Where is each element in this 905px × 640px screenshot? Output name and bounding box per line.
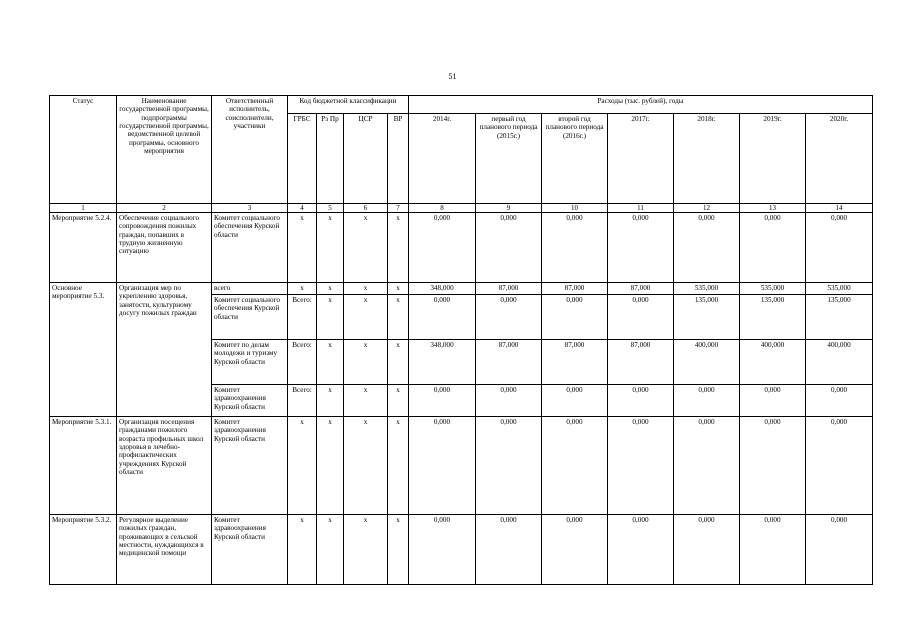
row-value-2014: 0,000 [409,515,476,585]
row-value-2017: 0,000 [608,295,674,340]
row-value-2020: 400,000 [806,340,873,385]
row-grbs: х [288,515,317,585]
row-rzpr: х [317,295,344,340]
row-value-2020: 0,000 [806,417,873,515]
row-vr: х [388,213,409,283]
row-value-2020: 135,000 [806,295,873,340]
row-grbs: Всего: [288,295,317,340]
row-rzpr: х [317,515,344,585]
row-value-2018: 0,000 [674,213,740,283]
header-executor: Ответственный исполнитель, соисполнители, участники [212,96,288,204]
row-value-2019: 135,000 [740,295,806,340]
row-value-2018: 535,000 [674,283,740,295]
row-value-2016: 0,000 [542,295,608,340]
row-value-2020: 0,000 [806,515,873,585]
col-number: 10 [542,204,608,213]
row-value-2015: 0,000 [476,213,542,283]
header-expenses: Расходы (тыс. рублей), годы [409,96,873,114]
row-value-2015: 87,000 [476,340,542,385]
col-number: 8 [409,204,476,213]
header-year-2019: 2019г. [740,114,806,204]
col-number: 12 [674,204,740,213]
row-status: Основное мероприятие 5.3. [50,283,117,417]
row-value-2014: 0,000 [409,385,476,417]
col-number: 7 [388,204,409,213]
row-value-2014: 0,000 [409,295,476,340]
row-value-2015: 87,000 [476,283,542,295]
row-value-2020: 0,000 [806,385,873,417]
row-value-2015: 0,000 [476,295,542,340]
header-row-1 [50,96,873,114]
row-status: Мероприятие 5.3.1. [50,417,117,515]
header-year-2014: 2014г. [409,114,476,204]
row-csr: х [344,295,388,340]
row-value-2015: 0,000 [476,385,542,417]
row-vr: х [388,417,409,515]
row-name: Обеспечение социального сопровождения пожилых граждан, попавших в трудную жизненную ситуацию [117,213,212,283]
row-value-2019: 0,000 [740,417,806,515]
row-vr: х [388,515,409,585]
col-number: 6 [344,204,388,213]
row-csr: х [344,515,388,585]
row-grbs: х [288,213,317,283]
row-executor: Комитет здравоохранения Курской области [212,417,288,515]
row-value-2015: 0,000 [476,417,542,515]
table-row [50,213,873,283]
header-budget-code: Код бюджетной классификации [288,96,409,114]
header-year-2020: 2020г. [806,114,873,204]
row-value-2017: 0,000 [608,385,674,417]
row-csr: х [344,340,388,385]
row-value-2014: 0,000 [409,213,476,283]
header-name: Наименование государственной программы, подпрограммы государственной программы, ведомственной целевой программы, основного мероприятия [117,96,212,204]
header-year-2017: 2017г. [608,114,674,204]
col-number: 3 [212,204,288,213]
row-vr: х [388,283,409,295]
row-vr: х [388,340,409,385]
row-executor: Комитет здравоохранения Курской области [212,385,288,417]
header-status: Статус [50,96,117,204]
header-grbs: ГРБС [288,114,317,204]
col-number: 9 [476,204,542,213]
row-name: Организация мер по укреплению здоровья, занятости, культурному досугу пожилых граждан [117,283,212,417]
row-value-2020: 0,000 [806,213,873,283]
row-value-2017: 0,000 [608,515,674,585]
row-value-2018: 0,000 [674,385,740,417]
row-value-2018: 400,000 [674,340,740,385]
row-value-2016: 0,000 [542,417,608,515]
row-value-2018: 0,000 [674,515,740,585]
row-name: Регулярное выделение пожилых граждан, проживающих в сельской местности, нуждающихся в медицинской помощи [117,515,212,585]
row-value-2019: 0,000 [740,385,806,417]
row-value-2016: 87,000 [542,340,608,385]
table-row [50,283,873,295]
col-number: 14 [806,204,873,213]
budget-table [49,95,873,585]
row-value-2019: 0,000 [740,213,806,283]
row-executor: Комитет социального обеспечения Курской области [212,295,288,340]
row-value-2019: 535,000 [740,283,806,295]
row-value-2017: 0,000 [608,213,674,283]
header-year-2016: второй год планового периода (2016г.) [542,114,608,204]
row-csr: х [344,213,388,283]
table-row [50,515,873,585]
col-number: 1 [50,204,117,213]
table-row [50,417,873,515]
row-executor: Комитет здравоохранения Курской области [212,515,288,585]
row-value-2019: 0,000 [740,515,806,585]
header-year-2018: 2018г. [674,114,740,204]
row-status: Мероприятие 5.3.2. [50,515,117,585]
page-number: 51 [448,72,457,81]
row-executor: Комитет по делам молодежи и туризму Курской области [212,340,288,385]
row-executor: Комитет социального обеспечения Курской области [212,213,288,283]
row-rzpr: х [317,385,344,417]
row-vr: х [388,385,409,417]
row-value-2018: 0,000 [674,417,740,515]
row-value-2018: 135,000 [674,295,740,340]
col-number: 11 [608,204,674,213]
col-number: 5 [317,204,344,213]
row-value-2017: 0,000 [608,417,674,515]
row-csr: х [344,385,388,417]
row-grbs: х [288,283,317,295]
row-rzpr: х [317,283,344,295]
row-value-2016: 0,000 [542,385,608,417]
row-grbs: Всего: [288,385,317,417]
row-rzpr: х [317,417,344,515]
row-csr: х [344,417,388,515]
row-value-2015: 0,000 [476,515,542,585]
row-value-2014: 348,000 [409,340,476,385]
row-value-2016: 0,000 [542,515,608,585]
row-name: Организация посещения гражданами пожилого возраста профильных школ здоровья в лечебно-профилактических учреждениях Курской области [117,417,212,515]
row-csr: х [344,283,388,295]
row-value-2016: 0,000 [542,213,608,283]
row-value-2014: 348,000 [409,283,476,295]
row-value-2019: 400,000 [740,340,806,385]
header-rzpr: Рз Пр [317,114,344,204]
row-value-2017: 87,000 [608,283,674,295]
row-grbs: Всего: [288,340,317,385]
row-grbs: х [288,417,317,515]
header-csr: ЦСР [344,114,388,204]
col-number: 13 [740,204,806,213]
header-vr: ВР [388,114,409,204]
row-value-2020: 535,000 [806,283,873,295]
col-number: 4 [288,204,317,213]
row-value-2014: 0,000 [409,417,476,515]
row-rzpr: х [317,213,344,283]
row-executor: всего [212,283,288,295]
row-rzpr: х [317,340,344,385]
col-number: 2 [117,204,212,213]
row-value-2017: 87,000 [608,340,674,385]
row-value-2016: 87,000 [542,283,608,295]
row-status: Мероприятие 5.2.4. [50,213,117,283]
column-numbers-row [50,204,873,213]
header-year-2015: первый год планового периода (2015г.) [476,114,542,204]
row-vr: х [388,295,409,340]
